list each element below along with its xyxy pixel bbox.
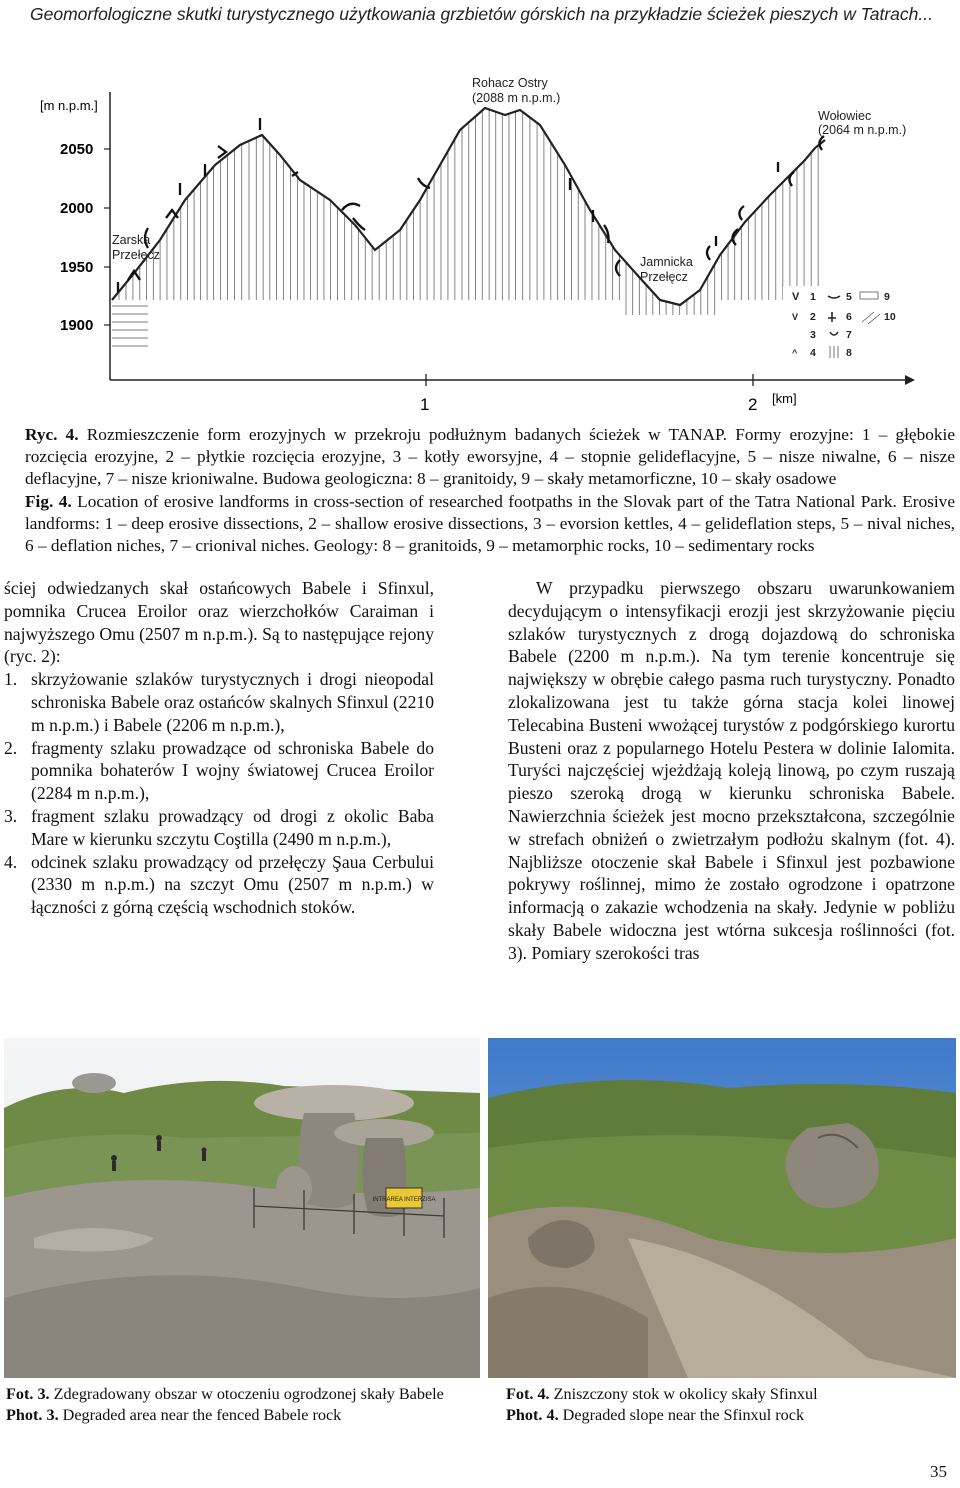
- figure-legend: [783, 286, 903, 366]
- cap3-en-text: Degraded area near the fenced Babele rock: [58, 1405, 342, 1424]
- body-right-column: [508, 577, 955, 965]
- svg-text:V: V: [792, 312, 799, 322]
- svg-text:9: 9: [884, 291, 890, 303]
- list-item: 4. odcinek szlaku prowadzący od przełęczy Şaua Cerbului (2330 m n.p.m.) na szczyt Omu (2507 m n.p.m.) w łączności z górną częścią wschodnich stoków.: [4, 851, 434, 918]
- cap4-pl-label: Fot. 4.: [506, 1385, 550, 1403]
- label-wolowiec-line2: (2064 m n.p.m.): [818, 123, 907, 137]
- label-zarska-line2: Przełęcz: [112, 248, 160, 262]
- label-wolowiec-line1: Wołowiec: [818, 109, 872, 123]
- y-tick-1900: 1900: [60, 317, 94, 334]
- label-rohacz-line2: (2088 m n.p.m.): [472, 91, 561, 105]
- photo-babele-rock: [4, 1038, 480, 1378]
- sign-text: INTRAREA INTERZISA: [372, 1197, 436, 1203]
- y-tick-1950: 1950: [60, 259, 94, 276]
- list-item: 3. fragment szlaku prowadzący od drogi z okolic Baba Mare w kierunku szczytu Coştilla (2490 m n.p.m.),: [4, 805, 434, 849]
- sfinxul-rock: [786, 1123, 879, 1208]
- svg-text:3: 3: [810, 329, 816, 341]
- cap4-en-label: Phot. 4.: [506, 1405, 559, 1424]
- photo-sfinxul-slope: [488, 1038, 956, 1378]
- caption-english: [25, 491, 955, 558]
- svg-text:6: 6: [846, 311, 852, 323]
- svg-text:5: 5: [846, 291, 852, 303]
- caption-en-text: Location of erosive landforms in cross-section of researched footpaths in the Slovak part of the Tatra National Park. Erosive landforms: 1 – deep erosive dissections, 2 – shallow erosive dissections, 3 – evorsion kettles, 4 – gelideflation steps, 5 – nival niches, 6 – deflation niches, 7 – crionival niches. Geology: 8 – granitoids, 9 – metamorphic rocks, 10 – sedimentary rocks: [25, 491, 955, 556]
- region-list: [4, 668, 434, 919]
- hatch-sedimentary: [112, 306, 148, 346]
- svg-text:10: 10: [884, 311, 896, 323]
- svg-text:2: 2: [810, 311, 816, 323]
- svg-text:7: 7: [846, 329, 852, 341]
- longitudinal-profile-figure: [0, 60, 960, 425]
- x-unit-label: [km]: [772, 391, 797, 406]
- svg-text:4: 4: [810, 347, 816, 359]
- x-tick-2: 2: [748, 395, 758, 414]
- body-left-column: [4, 577, 434, 919]
- y-unit-label: [m n.p.m.]: [40, 98, 98, 113]
- cap3-pl-text: Zdegradowany obszar w otoczeniu ogrodzonej skały Babele: [49, 1385, 444, 1403]
- svg-text:1: 1: [810, 291, 816, 303]
- list-item: 1. skrzyżowanie szlaków turystycznych i drogi nieopodal schroniska Babele oraz ostańców skalnych Sfinxul (2210 m n.p.m.) i Babele (2206 m n.p.m.),: [4, 669, 434, 735]
- caption-en-label: Fig. 4.: [25, 491, 72, 511]
- list-item: 2. fragmenty szlaku prowadzące od schroniska Babele do pomnika bohaterów I wojny światowej Crucea Eroilor (2284 m n.p.m.),: [4, 737, 434, 804]
- figure-4-caption: [25, 424, 955, 557]
- landform-symbols: [118, 118, 824, 292]
- x-axis-arrow: [905, 375, 915, 385]
- caption-pl-label: Ryc. 4.: [25, 425, 79, 444]
- label-zarska-line1: Zarska: [112, 233, 151, 247]
- svg-text:V: V: [792, 291, 800, 303]
- svg-text:8: 8: [846, 347, 852, 359]
- caption-polish: [25, 424, 955, 491]
- label-jamnicka-line1: Jamnicka: [640, 255, 693, 269]
- photo-3-caption: [6, 1384, 476, 1425]
- left-intro-paragraph: ściej odwiedzanych skał ostańcowych Babele i Sfinxul, pomnika Crucea Eroilor oraz wierzchołków Caraiman i najwyższego Omu (2507 m n.p.m.). Są to następujące rejony (ryc. 2):: [4, 578, 434, 667]
- cap3-pl-label: Fot. 3.: [6, 1385, 50, 1403]
- x-tick-1: 1: [420, 395, 430, 414]
- page-number: 35: [930, 1462, 947, 1481]
- y-tick-2050: 2050: [60, 141, 94, 158]
- cap4-en-text: Degraded slope near the Sfinxul rock: [558, 1405, 805, 1424]
- caption-pl-text: Rozmieszczenie form erozyjnych w przekroju podłużnym badanych ścieżek w TANAP. Formy erozyjne: 1 – głębokie rozcięcia erozyjne, 2 – płytkie rozcięcia erozyjne, 3 – kotły eworsyjne, 4 – stopnie gelideflacyjne, 5 – nisze niwalne, 6 – nisze deflacyjne, 7 – nisze krioniwalne. Budowa geologiczna: 8 – granitoidy, 9 – skały metamorficzne, 10 – skały osadowe: [25, 425, 955, 489]
- running-header: Geomorfologiczne skutki turystycznego użytkowania grzbietów górskich na przykładzie ścieżek pieszych w Tatrach...: [30, 4, 933, 24]
- granitoid-hatching: [112, 109, 818, 315]
- cap3-en-label: Phot. 3.: [6, 1405, 59, 1424]
- svg-text:^: ^: [792, 348, 798, 358]
- cap4-pl-text: Zniszczony stok w okolicy skały Sfinxul: [549, 1385, 818, 1403]
- label-rohacz-line1: Rohacz Ostry: [472, 76, 548, 90]
- right-paragraph: W przypadku pierwszego obszaru uwarunkowaniem decydującym o intensyfikacji erozji jest skrzyżowanie pięciu szlaków turystycznych z drogą dojazdową do schroniska Babele (2200 m n.p.m.). Na tym terenie koncentruje się największy w obrębie całego pasma ruch turystyczny. Ponadto zlokalizowana jest tu także górna stacja kolei linowej Telecabina Busteni wwożącej turystów z podgórskiego kurortu Busteni oraz z popularnego Hotelu Pestera w dolinie Ialomita. Turyści najczęściej wjeżdżają koleją linową, po czym ruszają pieszo szeroką drogą w kierunku schroniska Babele. Nawierzchnia ścieżek jest mocno przekształcona, szczególnie w strefach obniżeń o zwietrzałym podłożu skalnym (fot. 4). Najbliższe otoczenie skał Babele i Sfinxul jest pozbawione pokrywy roślinnej, mimo że zostało ogrodzone i opatrzone informacją o zakazie wchodzenia na skały. Jedynie w pobliżu skały Babele widoczna jest wtórna sukcesja roślinności (fot. 3). Pomiary szerokości tras: [508, 578, 955, 963]
- photo-4-caption: [506, 1384, 956, 1425]
- y-tick-2000: 2000: [60, 200, 94, 217]
- label-jamnicka-line2: Przełęcz: [640, 270, 688, 284]
